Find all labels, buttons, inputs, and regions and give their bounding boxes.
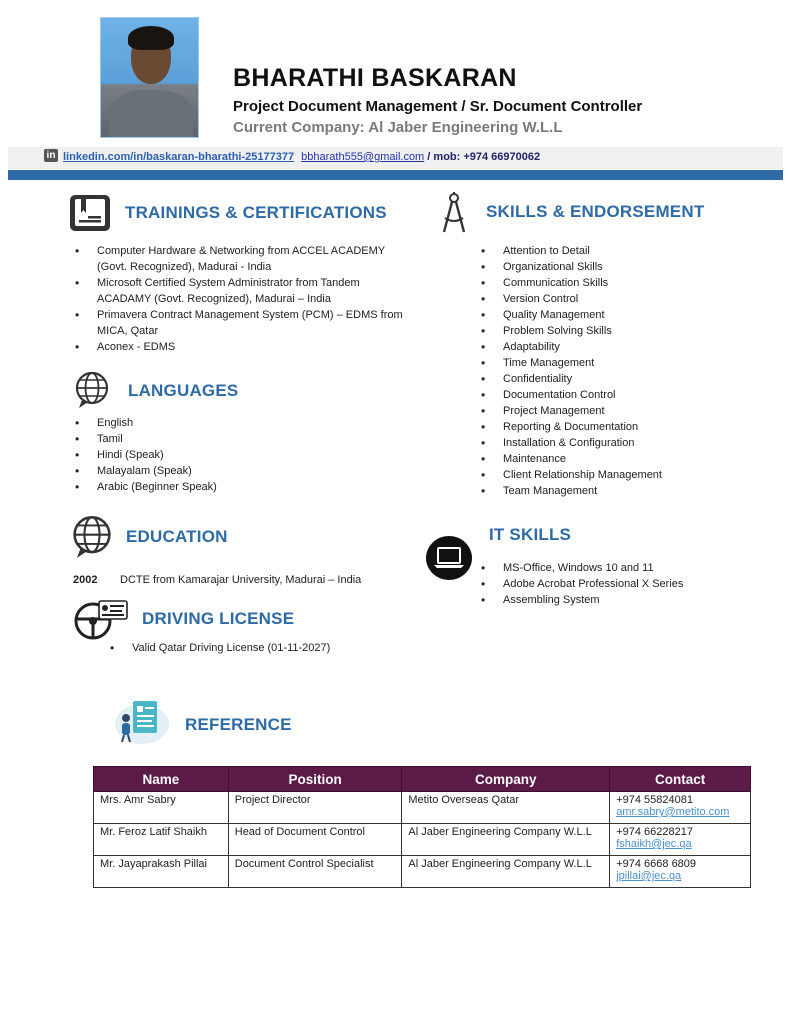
list-item: • Assembling System: [479, 592, 739, 608]
list-item: • Team Management: [479, 483, 739, 499]
ref-name: Mr. Jayaprakash Pillai: [94, 856, 229, 888]
ref-phone: +974 6668 6809: [616, 858, 697, 870]
education-entry: [73, 574, 361, 586]
list-item: • Tamil: [73, 431, 323, 447]
list-item: • Adobe Acrobat Professional X Series: [479, 576, 739, 592]
reference-title: REFERENCE: [185, 715, 292, 734]
table-row: [94, 792, 751, 824]
ref-phone: +974 55824081: [616, 794, 693, 806]
steering-license-icon: [73, 599, 129, 641]
list-item: • Valid Qatar Driving License (01-11-2027): [108, 640, 408, 656]
ref-company: Al Jaber Engineering Company W.L.L: [402, 824, 610, 856]
email-link[interactable]: bbharath555@gmail.com: [301, 151, 425, 163]
header-divider: [8, 170, 783, 180]
list-item: • Primavera Contract Management System (PCM) – EDMS from MICA, Qatar: [73, 307, 407, 339]
skills-list: [479, 243, 739, 499]
table-header-row: [94, 767, 751, 792]
list-item: • English: [73, 415, 323, 431]
ref-email-link[interactable]: fshaikh@jec.qa: [616, 838, 692, 850]
ref-name: Mrs. Amr Sabry: [94, 792, 229, 824]
education-year: 2002: [73, 574, 98, 586]
trainings-list: [73, 243, 407, 355]
column-header: Name: [94, 767, 229, 792]
list-item: • Attention to Detail: [479, 243, 739, 259]
table-row: [94, 824, 751, 856]
list-item: • Documentation Control: [479, 387, 739, 403]
list-item: • Client Relationship Management: [479, 467, 739, 483]
education-title: EDUCATION: [126, 527, 228, 546]
contact-bar: [8, 147, 783, 169]
list-item: • Problem Solving Skills: [479, 323, 739, 339]
ref-contact: [610, 824, 751, 856]
globe-chat-icon: [72, 371, 112, 409]
trainings-title: TRAININGS & CERTIFICATIONS: [125, 203, 387, 222]
list-item: • Maintenance: [479, 451, 739, 467]
list-item: • Malayalam (Speak): [73, 463, 323, 479]
certificate-icon: [69, 194, 111, 232]
column-header: Contact: [610, 767, 751, 792]
column-header: Position: [228, 767, 402, 792]
list-item: • Aconex - EDMS: [73, 339, 407, 355]
linkedin-icon: in: [44, 149, 58, 162]
ref-email-link[interactable]: amr.sabry@metito.com: [616, 806, 730, 818]
list-item: • Quality Management: [479, 307, 739, 323]
reference-table: [93, 766, 751, 888]
ref-position: Project Director: [228, 792, 402, 824]
ref-contact: [610, 792, 751, 824]
ref-contact: [610, 856, 751, 888]
list-item: • Computer Hardware & Networking from ACCEL ACADEMY (Govt. Recognized), Madurai - India: [73, 243, 407, 275]
list-item: • Project Management: [479, 403, 739, 419]
linkedin-link[interactable]: linkedin.com/in/baskaran-bharathi-25177377: [63, 151, 295, 163]
mobile-number: / mob: +974 66970062: [427, 151, 541, 163]
it-skills-list: [479, 560, 739, 608]
list-item: • Hindi (Speak): [73, 447, 323, 463]
list-item: • Installation & Configuration: [479, 435, 739, 451]
list-item: • Arabic (Beginner Speak): [73, 479, 323, 495]
list-item: • Microsoft Certified System Administrator from Tandem ACADAMY (Govt. Recognized), Madurai – India: [73, 275, 407, 307]
driving-list: [108, 640, 408, 656]
column-header: Company: [402, 767, 610, 792]
ref-email-link[interactable]: jpillai@jec.qa: [616, 870, 682, 882]
languages-list: [73, 415, 323, 495]
ref-company: Metito Overseas Qatar: [402, 792, 610, 824]
list-item: • Organizational Skills: [479, 259, 739, 275]
table-row: [94, 856, 751, 888]
driving-license-title: DRIVING LICENSE: [142, 609, 295, 628]
list-item: • Version Control: [479, 291, 739, 307]
skills-title: SKILLS & ENDORSEMENT: [486, 202, 705, 221]
education-detail: DCTE from Kamarajar University, Madurai – India: [120, 574, 362, 586]
ref-name: Mr. Feroz Latif Shaikh: [94, 824, 229, 856]
laptop-icon: [425, 535, 473, 581]
list-item: • Adaptability: [479, 339, 739, 355]
compass-icon: [441, 192, 467, 236]
list-item: • MS-Office, Windows 10 and 11: [479, 560, 739, 576]
list-item: • Reporting & Documentation: [479, 419, 739, 435]
list-item: • Communication Skills: [479, 275, 739, 291]
ref-company: Al Jaber Engineering Company W.L.L: [402, 856, 610, 888]
job-title: Project Document Management / Sr. Document Controller: [233, 98, 643, 115]
list-item: • Time Management: [479, 355, 739, 371]
document-person-icon: [111, 696, 173, 746]
ref-position: Document Control Specialist: [228, 856, 402, 888]
languages-title: LANGUAGES: [128, 381, 239, 400]
current-company: Current Company: Al Jaber Engineering W.L.L: [233, 119, 563, 136]
candidate-name: BHARATHI BASKARAN: [233, 64, 517, 92]
list-item: • Confidentiality: [479, 371, 739, 387]
it-skills-title: IT SKILLS: [489, 525, 572, 544]
profile-photo: [100, 17, 199, 138]
ref-phone: +974 66228217: [616, 826, 693, 838]
ref-position: Head of Document Control: [228, 824, 402, 856]
globe-chat-icon: [68, 515, 116, 559]
